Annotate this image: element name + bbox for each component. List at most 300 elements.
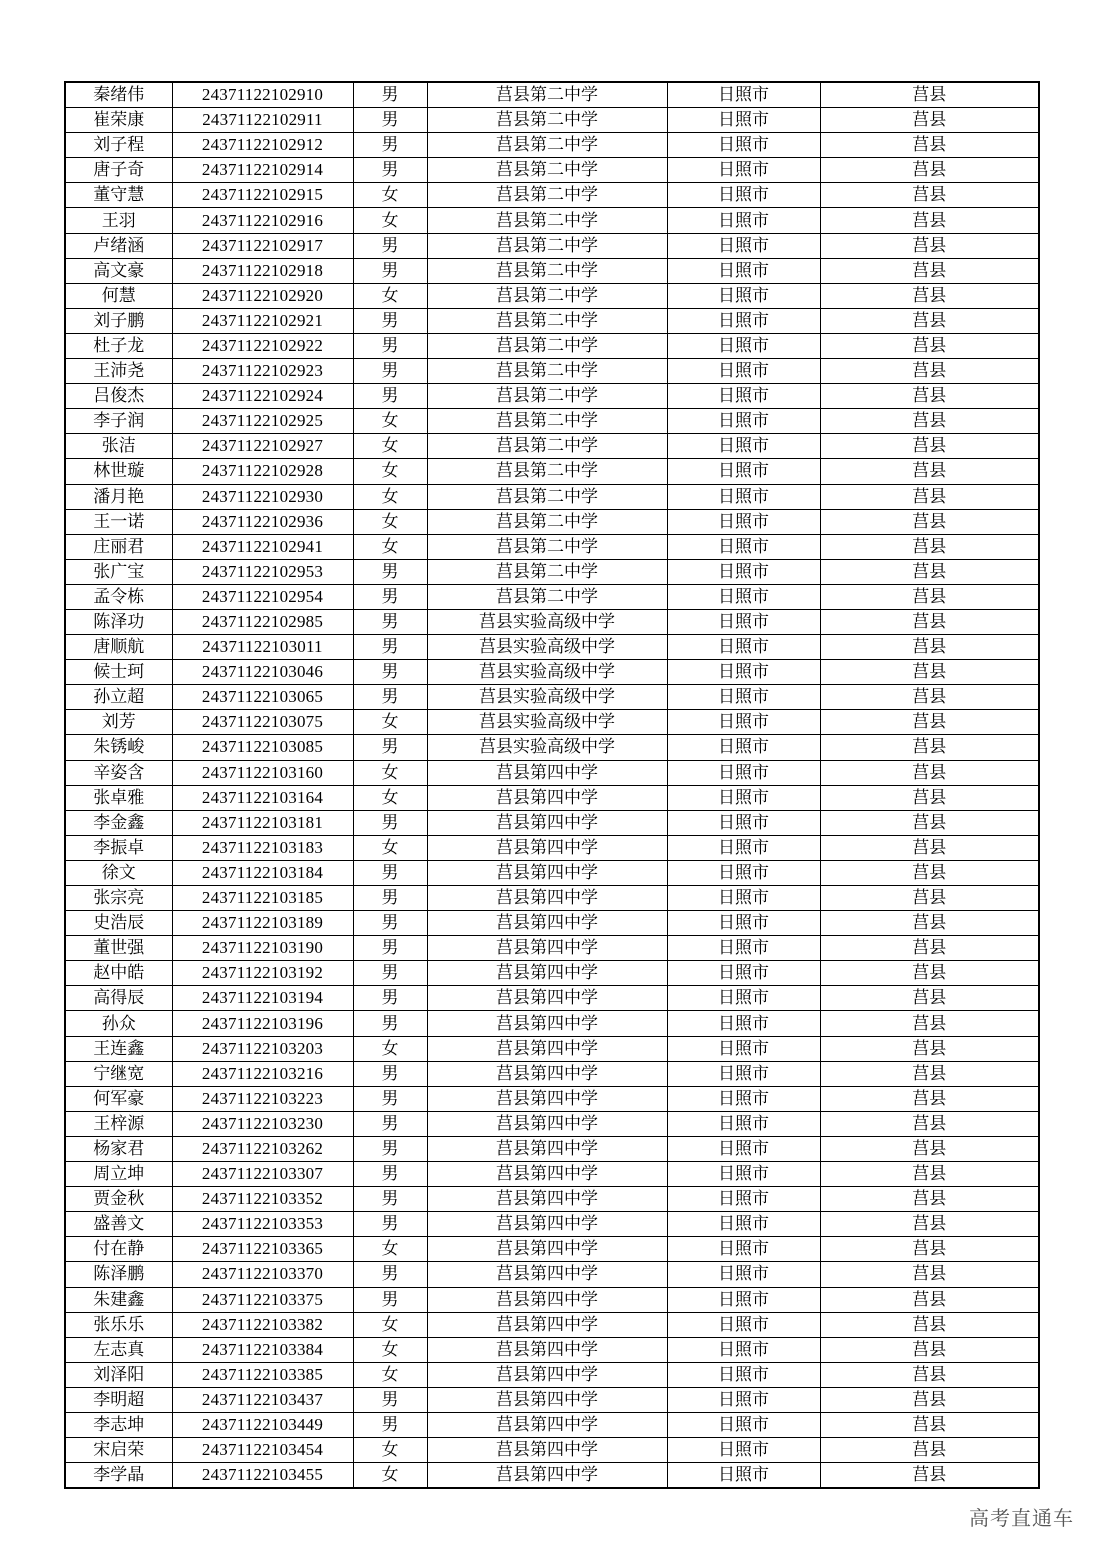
city-cell: 日照市: [667, 986, 820, 1011]
exam-id-cell: 24371122103455: [172, 1463, 353, 1489]
county-cell: 莒县: [820, 484, 1039, 509]
city-cell: 日照市: [667, 1136, 820, 1161]
name-cell: 董世强: [65, 936, 172, 961]
county-cell: 莒县: [820, 1136, 1039, 1161]
gender-cell: 男: [353, 1387, 427, 1412]
county-cell: 莒县: [820, 760, 1039, 785]
table-row: [65, 785, 1039, 810]
school-cell: 莒县第二中学: [427, 233, 667, 258]
city-cell: 日照市: [667, 886, 820, 911]
city-cell: 日照市: [667, 283, 820, 308]
county-cell: 莒县: [820, 459, 1039, 484]
gender-cell: 女: [353, 509, 427, 534]
city-cell: 日照市: [667, 660, 820, 685]
gender-cell: 女: [353, 459, 427, 484]
county-cell: 莒县: [820, 609, 1039, 634]
county-cell: 莒县: [820, 936, 1039, 961]
table-row: [65, 710, 1039, 735]
school-cell: 莒县第二中学: [427, 359, 667, 384]
exam-id-cell: 24371122102930: [172, 484, 353, 509]
school-cell: 莒县第四中学: [427, 886, 667, 911]
table-row: [65, 484, 1039, 509]
table-row: [65, 1086, 1039, 1111]
county-cell: 莒县: [820, 1011, 1039, 1036]
name-cell: 朱锈峻: [65, 735, 172, 760]
city-cell: 日照市: [667, 158, 820, 183]
county-cell: 莒县: [820, 1387, 1039, 1412]
county-cell: 莒县: [820, 735, 1039, 760]
exam-id-cell: 24371122103203: [172, 1036, 353, 1061]
exam-id-cell: 24371122103160: [172, 760, 353, 785]
gender-cell: 男: [353, 810, 427, 835]
city-cell: 日照市: [667, 810, 820, 835]
gender-cell: 男: [353, 685, 427, 710]
county-cell: 莒县: [820, 1438, 1039, 1463]
city-cell: 日照市: [667, 534, 820, 559]
name-cell: 张广宝: [65, 559, 172, 584]
gender-cell: 男: [353, 1287, 427, 1312]
city-cell: 日照市: [667, 1438, 820, 1463]
school-cell: 莒县第四中学: [427, 1111, 667, 1136]
county-cell: 莒县: [820, 183, 1039, 208]
exam-id-cell: 24371122103375: [172, 1287, 353, 1312]
school-cell: 莒县第四中学: [427, 1262, 667, 1287]
table-row: [65, 1463, 1039, 1489]
table-row: [65, 509, 1039, 534]
gender-cell: 女: [353, 835, 427, 860]
name-cell: 李学晶: [65, 1463, 172, 1489]
county-cell: 莒县: [820, 860, 1039, 885]
exam-id-cell: 24371122102922: [172, 333, 353, 358]
county-cell: 莒县: [820, 158, 1039, 183]
county-cell: 莒县: [820, 384, 1039, 409]
table-row: [65, 1111, 1039, 1136]
school-cell: 莒县第二中学: [427, 484, 667, 509]
city-cell: 日照市: [667, 1061, 820, 1086]
name-cell: 张卓雅: [65, 785, 172, 810]
exam-id-cell: 24371122102928: [172, 459, 353, 484]
county-cell: 莒县: [820, 333, 1039, 358]
name-cell: 吕俊杰: [65, 384, 172, 409]
table-row: [65, 609, 1039, 634]
gender-cell: 女: [353, 760, 427, 785]
name-cell: 付在静: [65, 1237, 172, 1262]
city-cell: 日照市: [667, 1162, 820, 1187]
county-cell: 莒县: [820, 208, 1039, 233]
name-cell: 孟令栋: [65, 584, 172, 609]
school-cell: 莒县第四中学: [427, 1162, 667, 1187]
table-row: [65, 359, 1039, 384]
school-cell: 莒县第四中学: [427, 1237, 667, 1262]
exam-id-cell: 24371122103454: [172, 1438, 353, 1463]
name-cell: 王一诺: [65, 509, 172, 534]
city-cell: 日照市: [667, 1086, 820, 1111]
table-row: [65, 1412, 1039, 1437]
school-cell: 莒县第二中学: [427, 509, 667, 534]
name-cell: 高得辰: [65, 986, 172, 1011]
exam-id-cell: 24371122103365: [172, 1237, 353, 1262]
city-cell: 日照市: [667, 1011, 820, 1036]
exam-id-cell: 24371122103190: [172, 936, 353, 961]
gender-cell: 男: [353, 384, 427, 409]
school-cell: 莒县第四中学: [427, 1463, 667, 1489]
table-row: [65, 635, 1039, 660]
name-cell: 何军豪: [65, 1086, 172, 1111]
name-cell: 宋启荣: [65, 1438, 172, 1463]
exam-id-cell: 24371122103449: [172, 1412, 353, 1437]
county-cell: 莒县: [820, 1111, 1039, 1136]
table-row: [65, 233, 1039, 258]
city-cell: 日照市: [667, 133, 820, 158]
name-cell: 王连鑫: [65, 1036, 172, 1061]
exam-id-cell: 24371122103384: [172, 1337, 353, 1362]
exam-id-cell: 24371122103385: [172, 1362, 353, 1387]
city-cell: 日照市: [667, 1187, 820, 1212]
school-cell: 莒县实验高级中学: [427, 710, 667, 735]
gender-cell: 女: [353, 409, 427, 434]
gender-cell: 女: [353, 1362, 427, 1387]
city-cell: 日照市: [667, 1312, 820, 1337]
county-cell: 莒县: [820, 1086, 1039, 1111]
city-cell: 日照市: [667, 1212, 820, 1237]
table-row: [65, 459, 1039, 484]
gender-cell: 女: [353, 484, 427, 509]
school-cell: 莒县第二中学: [427, 258, 667, 283]
name-cell: 张宗亮: [65, 886, 172, 911]
table-row: [65, 1387, 1039, 1412]
exam-id-cell: 24371122103307: [172, 1162, 353, 1187]
county-cell: 莒县: [820, 685, 1039, 710]
gender-cell: 男: [353, 1136, 427, 1161]
city-cell: 日照市: [667, 1463, 820, 1489]
school-cell: 莒县第二中学: [427, 133, 667, 158]
name-cell: 李金鑫: [65, 810, 172, 835]
table-row: [65, 409, 1039, 434]
gender-cell: 男: [353, 1111, 427, 1136]
county-cell: 莒县: [820, 1237, 1039, 1262]
city-cell: 日照市: [667, 333, 820, 358]
school-cell: 莒县实验高级中学: [427, 660, 667, 685]
county-cell: 莒县: [820, 584, 1039, 609]
table-row: [65, 961, 1039, 986]
county-cell: 莒县: [820, 1262, 1039, 1287]
name-cell: 张乐乐: [65, 1312, 172, 1337]
city-cell: 日照市: [667, 1362, 820, 1387]
county-cell: 莒县: [820, 1187, 1039, 1212]
school-cell: 莒县第四中学: [427, 860, 667, 885]
table-row: [65, 660, 1039, 685]
exam-id-cell: 24371122102914: [172, 158, 353, 183]
school-cell: 莒县第二中学: [427, 208, 667, 233]
school-cell: 莒县第四中学: [427, 1187, 667, 1212]
name-cell: 唐子奇: [65, 158, 172, 183]
school-cell: 莒县第四中学: [427, 1212, 667, 1237]
city-cell: 日照市: [667, 1387, 820, 1412]
school-cell: 莒县第二中学: [427, 333, 667, 358]
county-cell: 莒县: [820, 1312, 1039, 1337]
exam-id-cell: 24371122102954: [172, 584, 353, 609]
city-cell: 日照市: [667, 82, 820, 108]
school-cell: 莒县第四中学: [427, 1337, 667, 1362]
exam-id-cell: 24371122102911: [172, 108, 353, 133]
table-row: [65, 208, 1039, 233]
county-cell: 莒县: [820, 835, 1039, 860]
gender-cell: 男: [353, 584, 427, 609]
exam-id-cell: 24371122103216: [172, 1061, 353, 1086]
gender-cell: 女: [353, 534, 427, 559]
county-cell: 莒县: [820, 1162, 1039, 1187]
city-cell: 日照市: [667, 710, 820, 735]
gender-cell: 女: [353, 1312, 427, 1337]
school-cell: 莒县实验高级中学: [427, 735, 667, 760]
city-cell: 日照市: [667, 409, 820, 434]
county-cell: 莒县: [820, 534, 1039, 559]
table-row: [65, 886, 1039, 911]
gender-cell: 女: [353, 1237, 427, 1262]
exam-id-cell: 24371122102924: [172, 384, 353, 409]
county-cell: 莒县: [820, 434, 1039, 459]
city-cell: 日照市: [667, 1262, 820, 1287]
exam-id-cell: 24371122102953: [172, 559, 353, 584]
gender-cell: 男: [353, 1086, 427, 1111]
name-cell: 陈泽功: [65, 609, 172, 634]
school-cell: 莒县实验高级中学: [427, 685, 667, 710]
table-row: [65, 283, 1039, 308]
county-cell: 莒县: [820, 82, 1039, 108]
name-cell: 李志坤: [65, 1412, 172, 1437]
exam-id-cell: 24371122103189: [172, 911, 353, 936]
table-row: [65, 986, 1039, 1011]
county-cell: 莒县: [820, 810, 1039, 835]
table-row: [65, 1061, 1039, 1086]
exam-id-cell: 24371122102915: [172, 183, 353, 208]
name-cell: 杜子龙: [65, 333, 172, 358]
school-cell: 莒县第四中学: [427, 835, 667, 860]
name-cell: 刘子程: [65, 133, 172, 158]
gender-cell: 男: [353, 735, 427, 760]
school-cell: 莒县第二中学: [427, 158, 667, 183]
table-row: [65, 1362, 1039, 1387]
city-cell: 日照市: [667, 183, 820, 208]
school-cell: 莒县第四中学: [427, 961, 667, 986]
gender-cell: 男: [353, 133, 427, 158]
city-cell: 日照市: [667, 108, 820, 133]
city-cell: 日照市: [667, 434, 820, 459]
city-cell: 日照市: [667, 359, 820, 384]
table-row: [65, 108, 1039, 133]
exam-id-cell: 24371122103065: [172, 685, 353, 710]
school-cell: 莒县第四中学: [427, 986, 667, 1011]
gender-cell: 女: [353, 434, 427, 459]
name-cell: 何慧: [65, 283, 172, 308]
county-cell: 莒县: [820, 1036, 1039, 1061]
city-cell: 日照市: [667, 911, 820, 936]
school-cell: 莒县第二中学: [427, 409, 667, 434]
gender-cell: 男: [353, 635, 427, 660]
gender-cell: 女: [353, 710, 427, 735]
school-cell: 莒县第二中学: [427, 559, 667, 584]
school-cell: 莒县第四中学: [427, 1438, 667, 1463]
name-cell: 盛善文: [65, 1212, 172, 1237]
city-cell: 日照市: [667, 961, 820, 986]
gender-cell: 女: [353, 208, 427, 233]
city-cell: 日照市: [667, 308, 820, 333]
exam-id-cell: 24371122102936: [172, 509, 353, 534]
school-cell: 莒县第四中学: [427, 936, 667, 961]
gender-cell: 男: [353, 1011, 427, 1036]
table-row: [65, 1011, 1039, 1036]
city-cell: 日照市: [667, 735, 820, 760]
name-cell: 潘月艳: [65, 484, 172, 509]
exam-id-cell: 24371122103085: [172, 735, 353, 760]
city-cell: 日照市: [667, 509, 820, 534]
school-cell: 莒县第四中学: [427, 1036, 667, 1061]
table-row: [65, 1438, 1039, 1463]
county-cell: 莒县: [820, 509, 1039, 534]
table-row: [65, 258, 1039, 283]
table-row: [65, 1337, 1039, 1362]
county-cell: 莒县: [820, 283, 1039, 308]
county-cell: 莒县: [820, 559, 1039, 584]
table-row: [65, 860, 1039, 885]
school-cell: 莒县第四中学: [427, 1086, 667, 1111]
county-cell: 莒县: [820, 986, 1039, 1011]
table-row: [65, 810, 1039, 835]
name-cell: 刘子鹏: [65, 308, 172, 333]
gender-cell: 男: [353, 1262, 427, 1287]
exam-id-cell: 24371122102920: [172, 283, 353, 308]
table-row: [65, 534, 1039, 559]
gender-cell: 男: [353, 108, 427, 133]
gender-cell: 男: [353, 158, 427, 183]
name-cell: 孙立超: [65, 685, 172, 710]
school-cell: 莒县第四中学: [427, 1362, 667, 1387]
table-row: [65, 158, 1039, 183]
city-cell: 日照市: [667, 1111, 820, 1136]
name-cell: 高文豪: [65, 258, 172, 283]
exam-id-cell: 24371122102912: [172, 133, 353, 158]
city-cell: 日照市: [667, 1237, 820, 1262]
name-cell: 辛姿含: [65, 760, 172, 785]
county-cell: 莒县: [820, 1061, 1039, 1086]
name-cell: 陈泽鹏: [65, 1262, 172, 1287]
exam-id-cell: 24371122103437: [172, 1387, 353, 1412]
county-cell: 莒县: [820, 961, 1039, 986]
city-cell: 日照市: [667, 785, 820, 810]
exam-id-cell: 24371122102927: [172, 434, 353, 459]
exam-id-cell: 24371122102918: [172, 258, 353, 283]
county-cell: 莒县: [820, 133, 1039, 158]
gender-cell: 男: [353, 359, 427, 384]
gender-cell: 男: [353, 961, 427, 986]
table-row: [65, 911, 1039, 936]
name-cell: 王沛尧: [65, 359, 172, 384]
table-row: [65, 1237, 1039, 1262]
table-row: [65, 384, 1039, 409]
exam-id-cell: 24371122103370: [172, 1262, 353, 1287]
county-cell: 莒县: [820, 308, 1039, 333]
exam-id-cell: 24371122103230: [172, 1111, 353, 1136]
table-row: [65, 333, 1039, 358]
name-cell: 宁继宽: [65, 1061, 172, 1086]
exam-id-cell: 24371122103262: [172, 1136, 353, 1161]
name-cell: 林世璇: [65, 459, 172, 484]
city-cell: 日照市: [667, 1337, 820, 1362]
city-cell: 日照市: [667, 233, 820, 258]
county-cell: 莒县: [820, 1287, 1039, 1312]
city-cell: 日照市: [667, 936, 820, 961]
student-roster-table: [64, 81, 1040, 1489]
exam-id-cell: 24371122102917: [172, 233, 353, 258]
gender-cell: 男: [353, 82, 427, 108]
table-row: [65, 760, 1039, 785]
name-cell: 庄丽君: [65, 534, 172, 559]
table-row: [65, 559, 1039, 584]
city-cell: 日照市: [667, 835, 820, 860]
exam-id-cell: 24371122103185: [172, 886, 353, 911]
county-cell: 莒县: [820, 233, 1039, 258]
gender-cell: 男: [353, 233, 427, 258]
exam-id-cell: 24371122103352: [172, 1187, 353, 1212]
school-cell: 莒县第四中学: [427, 1136, 667, 1161]
gender-cell: 女: [353, 1463, 427, 1489]
name-cell: 朱建鑫: [65, 1287, 172, 1312]
name-cell: 唐顺航: [65, 635, 172, 660]
county-cell: 莒县: [820, 911, 1039, 936]
exam-id-cell: 24371122102910: [172, 82, 353, 108]
gender-cell: 男: [353, 886, 427, 911]
table-row: [65, 735, 1039, 760]
name-cell: 崔荣康: [65, 108, 172, 133]
exam-id-cell: 24371122103164: [172, 785, 353, 810]
table-row: [65, 936, 1039, 961]
table-row: [65, 584, 1039, 609]
city-cell: 日照市: [667, 384, 820, 409]
county-cell: 莒县: [820, 359, 1039, 384]
county-cell: 莒县: [820, 635, 1039, 660]
gender-cell: 男: [353, 986, 427, 1011]
name-cell: 张洁: [65, 434, 172, 459]
table-row: [65, 1136, 1039, 1161]
school-cell: 莒县第二中学: [427, 584, 667, 609]
name-cell: 王羽: [65, 208, 172, 233]
name-cell: 贾金秋: [65, 1187, 172, 1212]
school-cell: 莒县实验高级中学: [427, 635, 667, 660]
gender-cell: 女: [353, 1337, 427, 1362]
exam-id-cell: 24371122102923: [172, 359, 353, 384]
table-row: [65, 82, 1039, 108]
city-cell: 日照市: [667, 484, 820, 509]
table-row: [65, 1312, 1039, 1337]
school-cell: 莒县第四中学: [427, 1312, 667, 1337]
gender-cell: 女: [353, 785, 427, 810]
school-cell: 莒县第二中学: [427, 183, 667, 208]
school-cell: 莒县实验高级中学: [427, 609, 667, 634]
name-cell: 卢绪涵: [65, 233, 172, 258]
county-cell: 莒县: [820, 1337, 1039, 1362]
exam-id-cell: 24371122102916: [172, 208, 353, 233]
county-cell: 莒县: [820, 1412, 1039, 1437]
name-cell: 李子润: [65, 409, 172, 434]
school-cell: 莒县第二中学: [427, 534, 667, 559]
table-row: [65, 1162, 1039, 1187]
school-cell: 莒县第四中学: [427, 1387, 667, 1412]
name-cell: 左志真: [65, 1337, 172, 1362]
school-cell: 莒县第四中学: [427, 760, 667, 785]
county-cell: 莒县: [820, 710, 1039, 735]
exam-id-cell: 24371122103183: [172, 835, 353, 860]
name-cell: 徐文: [65, 860, 172, 885]
